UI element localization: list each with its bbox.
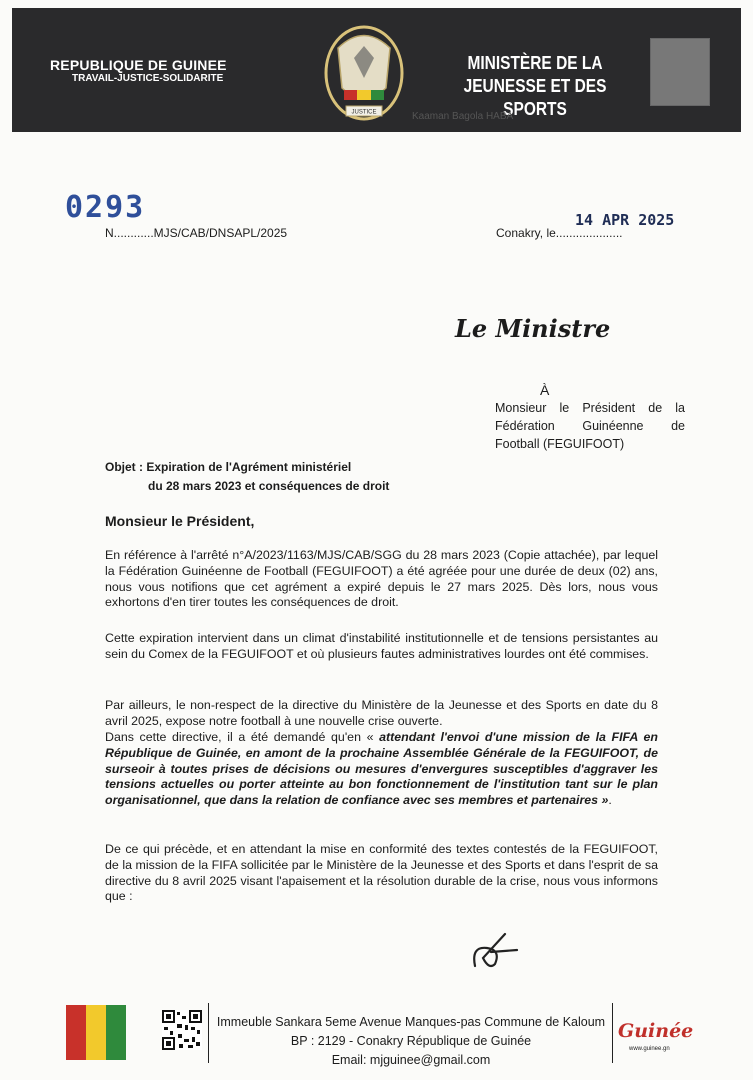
- paragraph-2: Cette expiration intervient dans un climat d'instabilité institutionnelle et de tensions persistantes au sein du Comex de la FEGUIFOOT et où plusieurs fautes administratives lourdes ont été commises.: [105, 631, 658, 661]
- coat-of-arms-icon: [318, 18, 410, 128]
- directive-quote: attendant l'envoi d'une mission de la FIFA en République de Guinée, en amont de la prochaine Assemblée Générale de la FEGUIFOOT, de surseoir à toutes prises de décisions ou mesures d'envergures susceptibles d'aggraver les tensions actuelles ou porter atteinte au bon fonctionnement de l'institution tant sur le plan organisationnel, que dans la relation de confiance avec ses membres et partenaires »: [105, 730, 658, 808]
- recipient-block: [495, 381, 685, 453]
- paragraph-3b: [105, 730, 658, 809]
- recipient-line-3: Football (FEGUIFOOT): [495, 437, 625, 451]
- faint-name-text: Kaaman Bagola HABA: [412, 111, 514, 122]
- salutation: Monsieur le Président,: [105, 513, 255, 529]
- footer-address: [212, 1013, 610, 1070]
- subject-line-1: Objet : Expiration de l'Agrément ministériel: [105, 460, 352, 474]
- footer-divider-right: [612, 1003, 613, 1063]
- paragraph-3b-intro: Dans cette directive, il a été demandé qu'en «: [105, 730, 380, 744]
- address-line-2: BP : 2129 - Conakry République de Guinée: [290, 1034, 532, 1048]
- ministry-name: MINISTÈRE DE LA JEUNESSE ET DES SPORTS: [463, 53, 607, 119]
- paragraph-1: En référence à l'arrêté n°A/2023/1163/MJS/CAB/SGG du 28 mars 2023 (Copie attachée), par lequel la Fédération Guinéenne de Football (FEGUIFOOT) a été agréée pour une durée de deux (02) ans, nous vous notifions que cet agrément a expiré depuis le 27 mars 2025. Dès lors, nous vous exhortons d'en tirer toutes les conséquences de droit.: [105, 548, 658, 610]
- subject-line-2: du 28 mars 2023 et conséquences de droit: [148, 479, 390, 493]
- recipient-prefix: À: [540, 382, 550, 398]
- recipient-line-2: Fédération Guinéenne de: [495, 419, 685, 433]
- paragraph-3a: Par ailleurs, le non-respect de la directive du Ministère de la Jeunesse et des Sports en date du 8 avril 2025, expose notre football à une nouvelle crise ouverte.: [105, 698, 658, 728]
- registration-number-stamp: 0293: [65, 190, 146, 225]
- paragraph-4: De ce qui précède, et en attendant la mise en conformité des textes contestés de la FEGUIFOOT, de la mission de la FIFA sollicitée par le Ministère de la Jeunesse et des Sports et dans l'esprit de sa directive du 8 avril 2025 visant l'apaisement et la résolution durable de la crise, nous vous informons que :: [105, 842, 658, 904]
- paragraph-3b-end: .: [608, 793, 612, 808]
- qr-code-icon: [162, 1010, 202, 1050]
- reference-line: N............MJS/CAB/DNSAPL/2025: [105, 226, 288, 240]
- email-line: Email: mjguinee@gmail.com: [331, 1053, 491, 1067]
- recipient-line-1: Monsieur le Président de la: [495, 401, 685, 415]
- guinea-flag-icon: [66, 1005, 126, 1060]
- minister-title: Le Ministre: [455, 314, 611, 343]
- initials-signature-icon: [465, 928, 525, 972]
- republic-name: REPUBLIQUE DE GUINEE: [50, 57, 227, 73]
- address-line-1: Immeuble Sankara 5eme Avenue Manques-pas Commune de Kaloum: [216, 1015, 606, 1029]
- republic-motto: TRAVAIL-JUSTICE-SOLIDARITE: [72, 73, 224, 84]
- guinee-website: www.guinee.gn: [629, 1046, 670, 1052]
- guinee-logo: Guinée: [618, 1020, 694, 1042]
- crest-banner-text: JUSTICE: [351, 109, 377, 116]
- place-date-line: Conakry, le....................: [496, 226, 623, 240]
- subject-block: [105, 458, 389, 496]
- date-stamp: 14 APR 2025: [575, 211, 675, 229]
- footer-divider-left: [208, 1003, 209, 1063]
- faint-stamp-icon: [650, 38, 710, 106]
